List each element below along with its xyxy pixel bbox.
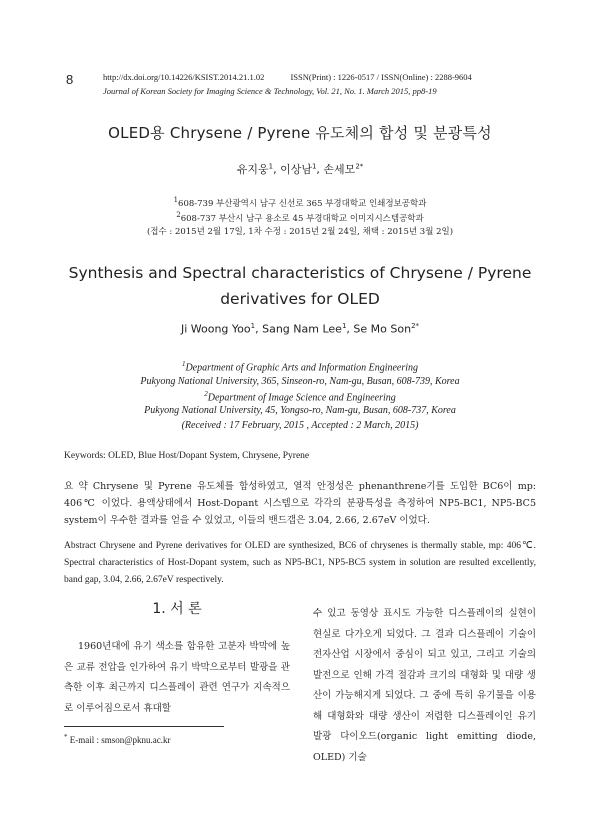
author-sup: 2* [411, 322, 420, 330]
affiliation-english-1 [0, 360, 600, 373]
abstract-english: Abstract Chrysene and Pyrene derivatives for OLED are synthesized, BC6 of chrysenes is thermally stable, mp: 406℃. Spectral characteristics of Host-Dopant system, such as NP5-BC1, NP5-BC5 system in solution are resulted excellently, band gap, 3.04, 2.66, 2.67eV respectively. [64, 541, 536, 585]
author-name: 이상남 [280, 163, 312, 176]
author-name: 유지웅 [236, 163, 269, 176]
affiliation-english-address-1: Pukyong National University, 365, Sinseon-ro, Nam-gu, Busan, 608-739, Korea [140, 376, 460, 387]
title-english [0, 260, 600, 312]
issn-text: ISSN(Print) : 1226-0517 / ISSN(Online) : 2288-9604 [290, 72, 472, 82]
affiliation-korean-1 [0, 196, 600, 210]
affil-text: 608-737 부산시 남구 용소로 45 부경대학교 이미지시스템공학과 [180, 213, 424, 224]
body-text-left-column: 1960년대에 유기 색소를 함유한 고분자 박막에 높은 교류 전압을 인가하여 유기 박막으로부터 발광을 관측한 이후 최근까지 디스플레이 관련 연구가 지속적으로 이루어짐으로서 휴대할 [64, 641, 290, 714]
affiliation-korean-2 [0, 211, 600, 225]
author-sup: 1 [268, 162, 274, 171]
author-name: Sang Nam Lee [262, 322, 342, 336]
title-english-line-2: derivatives for OLED [220, 290, 380, 308]
footnote-mark: * [64, 733, 68, 741]
section-heading-introduction: 1. 서 론 [152, 601, 202, 617]
affil-sup: 2 [176, 211, 181, 219]
author-sup: 2* [355, 162, 364, 171]
author-name: Se Mo Son [353, 322, 412, 336]
affil-text: Department of Graphic Arts and Information Engineering [185, 362, 419, 374]
journal-citation: Journal of Korean Society for Imaging Science & Technology, Vol. 21, No. 1. March 2015, pp8-19 [103, 86, 437, 96]
footnote-email [64, 733, 171, 745]
affil-sup: 1 [181, 360, 186, 368]
author-name: 손세모 [323, 163, 356, 176]
affil-sup: 2 [204, 390, 208, 398]
doi-link[interactable]: http://dx.doi.org/10.14226/KSIST.2014.21.1.02 [103, 72, 265, 82]
abstract-korean: 요 약 Chrysene 및 Pyrene 유도체를 합성하였고, 열적 안정성은 phenanthrene기를 도입한 BC6이 mp: 406℃ 이었다. 용액상태에서 Host-Dopant 시스템으로 각각의 분광특성을 측정하여 NP5-BC1, NP5-BC5 system이 우수한 결과를 얻을 수 있었고, 이들의 밴드갭은 3.04, 2.66, 2.67eV 이었다. [64, 481, 536, 526]
footnote-divider [64, 726, 224, 727]
author-sup: 1 [250, 322, 256, 330]
doi-line [103, 72, 472, 82]
author-sup: 1 [311, 162, 317, 171]
title-english-line-1: Synthesis and Spectral characteristics of Chrysene / Pyrene [68, 264, 532, 282]
received-dates-english: (Received : 17 February, 2015 , Accepted : 2 March, 2015) [181, 420, 419, 431]
author-sup: 1 [341, 322, 347, 330]
affil-text: Department of Image Science and Engineering [207, 392, 396, 404]
affiliation-english-address-2: Pukyong National University, 45, Yongso-ro, Nam-gu, Busan, 608-737, Korea [144, 405, 456, 416]
keywords: Keywords: OLED, Blue Host/Dopant System, Chrysene, Pyrene [64, 451, 310, 461]
affiliation-english-2 [0, 390, 600, 403]
footnote-text: E-mail : smson@pknu.ac.kr [69, 735, 171, 745]
title-korean: OLED용 Chrysene / Pyrene 유도체의 합성 및 분광특성 [108, 124, 492, 142]
received-dates-korean: (접수 : 2015년 2월 17일, 1차 수정 : 2015년 2월 24일, 채택 : 2015년 3월 2일) [146, 227, 454, 237]
author-name: Ji Woong Yoo [180, 322, 251, 336]
affil-text: 608-739 부산광역시 남구 신선로 365 부경대학교 인쇄정보공학과 [178, 198, 427, 209]
authors-english: Ji Woong Yoo$^1$, Sang Nam Lee$^1$, Se Mo Son$^{2*}$ [180, 322, 420, 336]
authors-korean: 유지웅$^1$, 이상남$^1$, 손세모$^{2*}$ [236, 162, 364, 176]
body-text-right-column: 수 있고 동영상 표시도 가능한 디스플레이의 실현이 현실로 다가오게 되었다. 그 결과 디스플레이 기술이 전자산업 시장에서 중심이 되고 있고, 그리고 기술의 발전으로 인해 가격 절감과 크기의 대형화 및 대량 생산이 가능해지게 되었다. 그 중에 특히 유기물을 이용해 대형화와 대량 생산이 저렴한 디스플레이인 유기 발광 다이오드(organic light emitting diode, OLED) 기술 [313, 608, 536, 763]
affil-sup: 1 [173, 196, 179, 204]
page-number: 8 [66, 72, 74, 87]
